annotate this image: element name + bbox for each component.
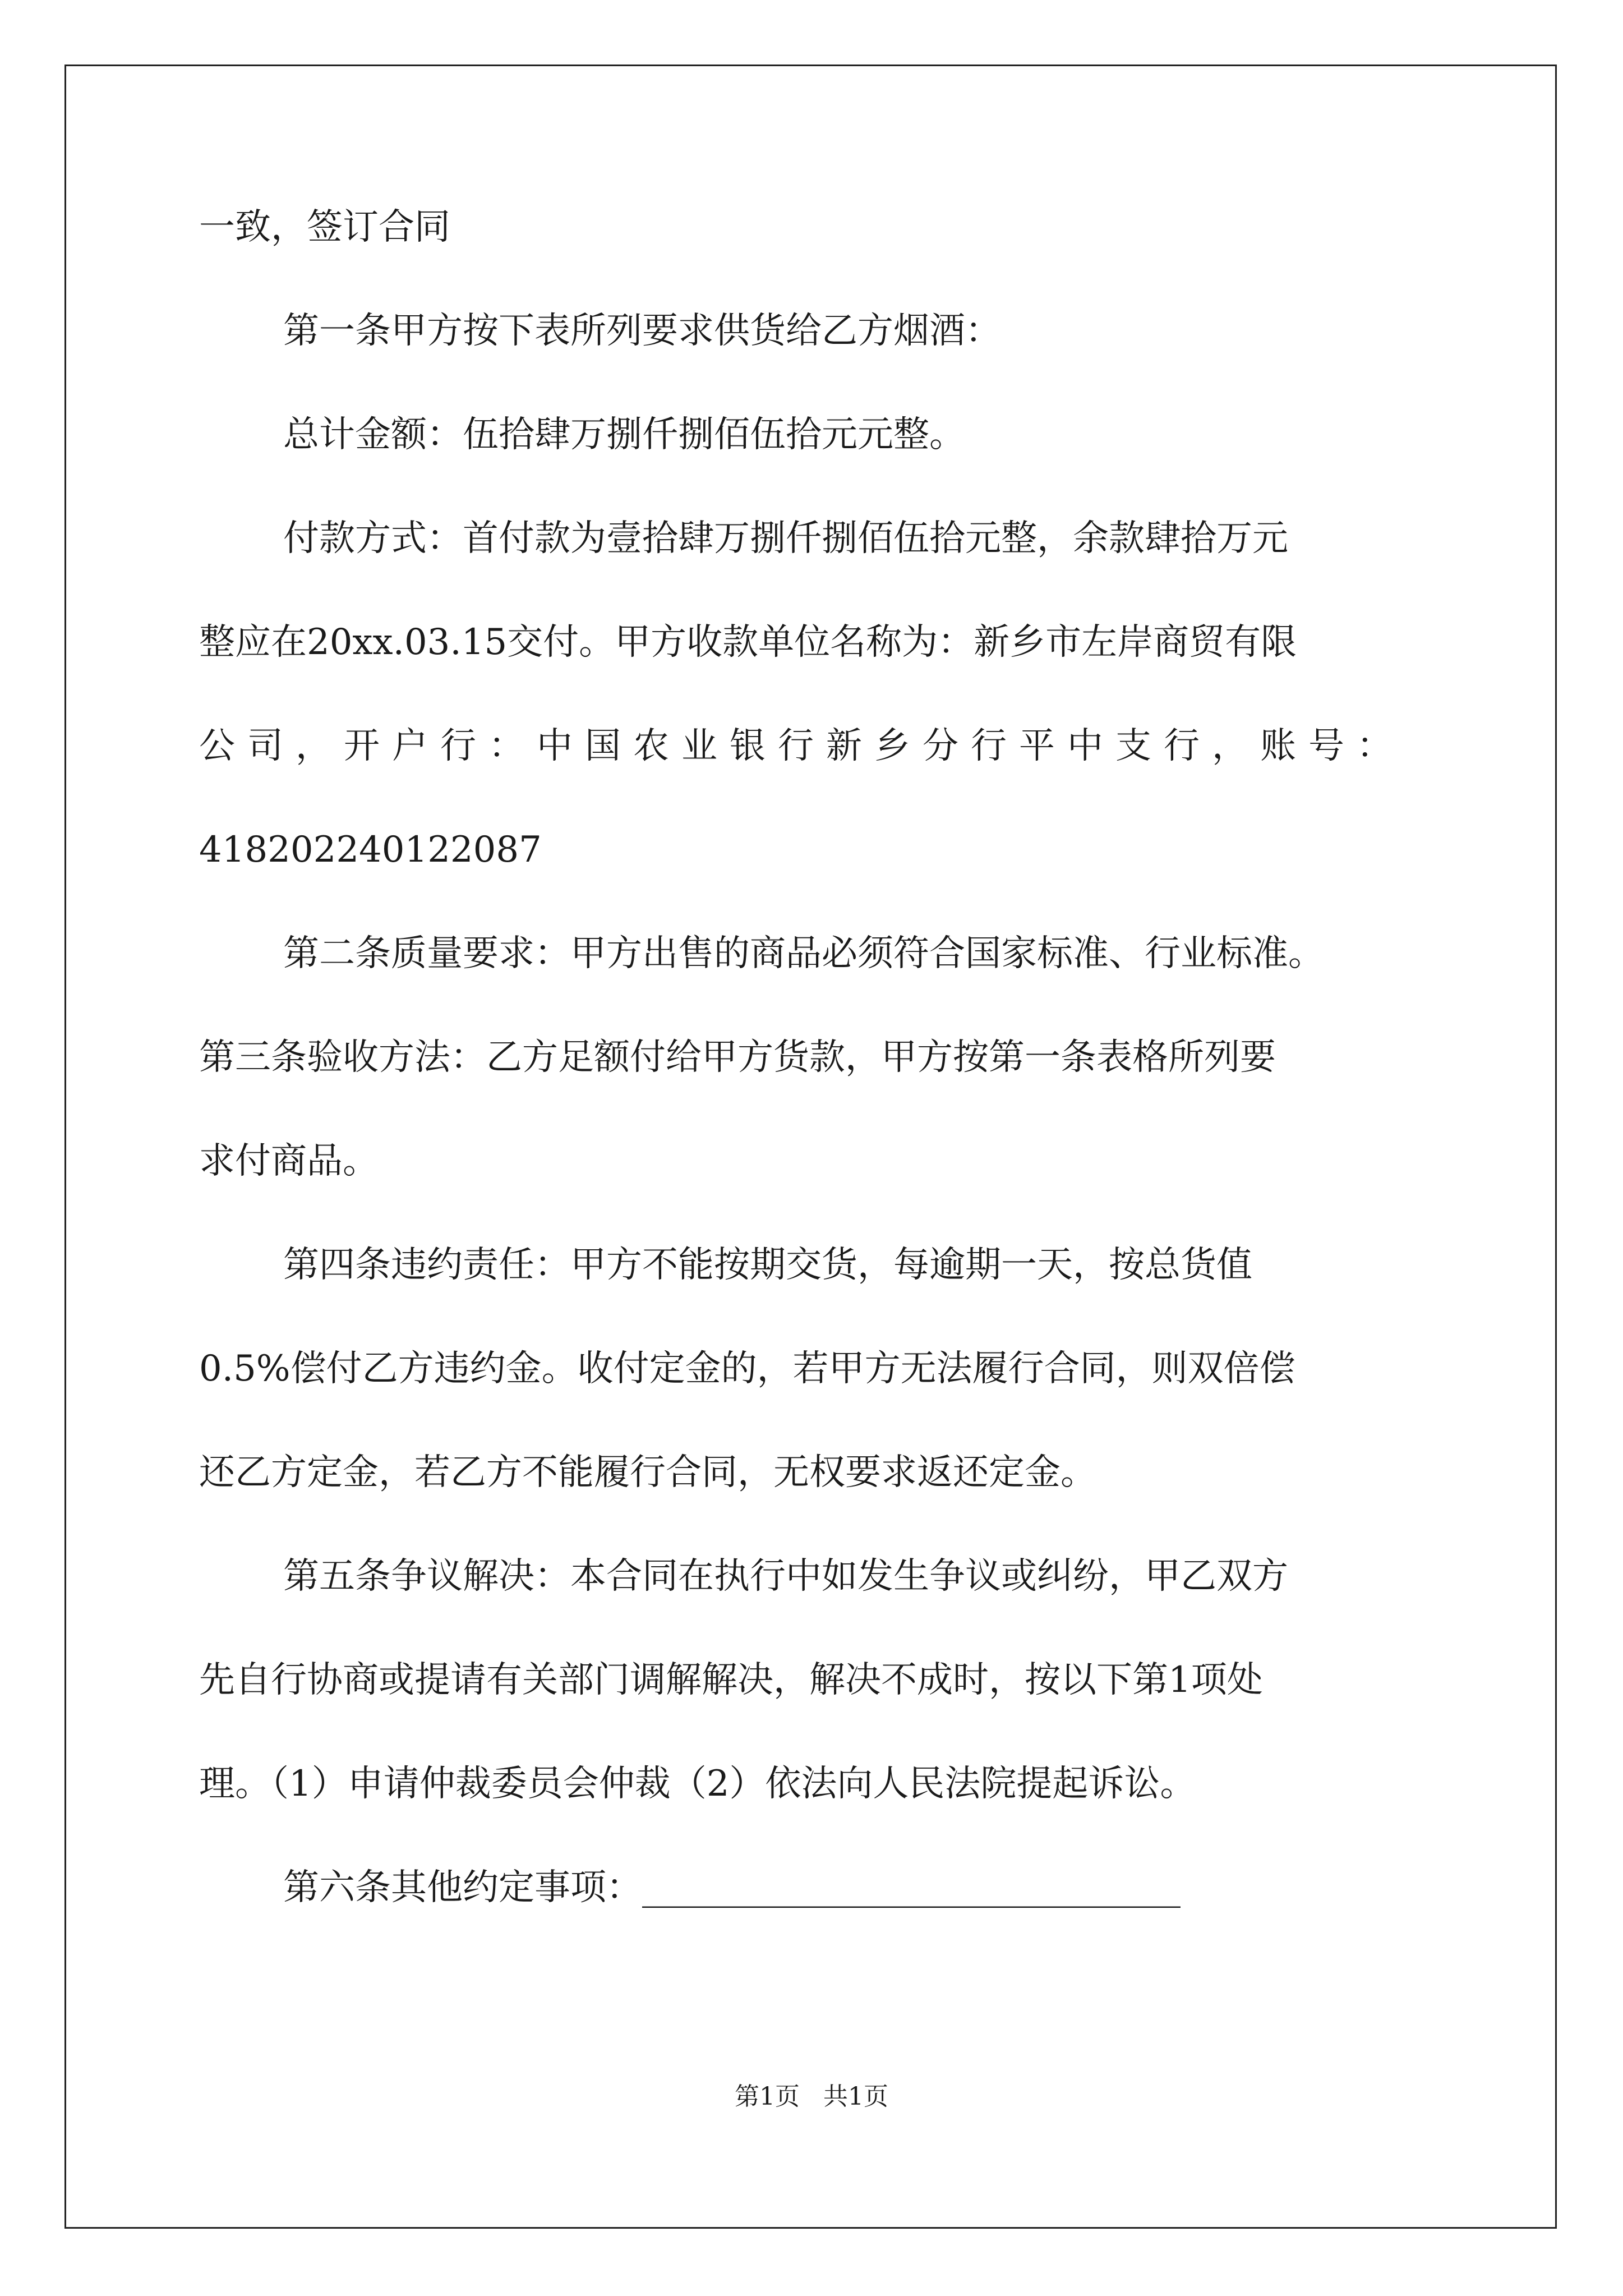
clause-6: 第六条其他约定事项：______________________________ (283, 1867, 1181, 1908)
text-line: 公司，开户行：中国农业银行新乡分行平中支行，账号： (199, 725, 1405, 767)
page-total: 共1页 (823, 2082, 888, 2111)
page-footer (0, 2080, 1623, 2114)
text-line: 理。（1）申请仲裁委员会仲裁（2）依法向人民法院提起诉讼。 (199, 1763, 1196, 1805)
text-line: 一致，签订合同 (199, 206, 450, 248)
page-number: 第1页 (735, 2082, 800, 2111)
account-number: 418202240122087 (199, 829, 542, 871)
clause-5: 第五条争议解决：本合同在执行中如发生争议或纠纷，甲乙双方 (283, 1556, 1288, 1597)
text-line: 0.5%偿付乙方违约金。收付定金的，若甲方无法履行合同，则双倍偿 (199, 1348, 1295, 1389)
text-line: 还乙方定金，若乙方不能履行合同，无权要求返还定金。 (199, 1452, 1096, 1493)
clause-1: 第一条甲方按下表所列要求供货给乙方烟酒： (283, 310, 1001, 352)
clause-2: 第二条质量要求：甲方出售的商品必须符合国家标准、行业标准。 (283, 933, 1324, 974)
payment-method: 付款方式：首付款为壹拾肆万捌仟捌佰伍拾元整，余款肆拾万元 (283, 518, 1288, 559)
clause-3: 第三条验收方法：乙方足额付给甲方货款，甲方按第一条表格所列要 (199, 1037, 1276, 1078)
clause-4: 第四条违约责任：甲方不能按期交货，每逾期一天，按总货值 (283, 1244, 1252, 1286)
text-line: 求付商品。 (199, 1140, 379, 1182)
text-line: 整应在20xx.03.15交付。甲方收款单位名称为：新乡市左岸商贸有限 (199, 622, 1297, 663)
total-amount: 总计金额：伍拾肆万捌仟捌佰伍拾元元整。 (283, 414, 965, 455)
text-line: 先自行协商或提请有关部门调解解决，解决不成时，按以下第1项处 (199, 1659, 1263, 1701)
